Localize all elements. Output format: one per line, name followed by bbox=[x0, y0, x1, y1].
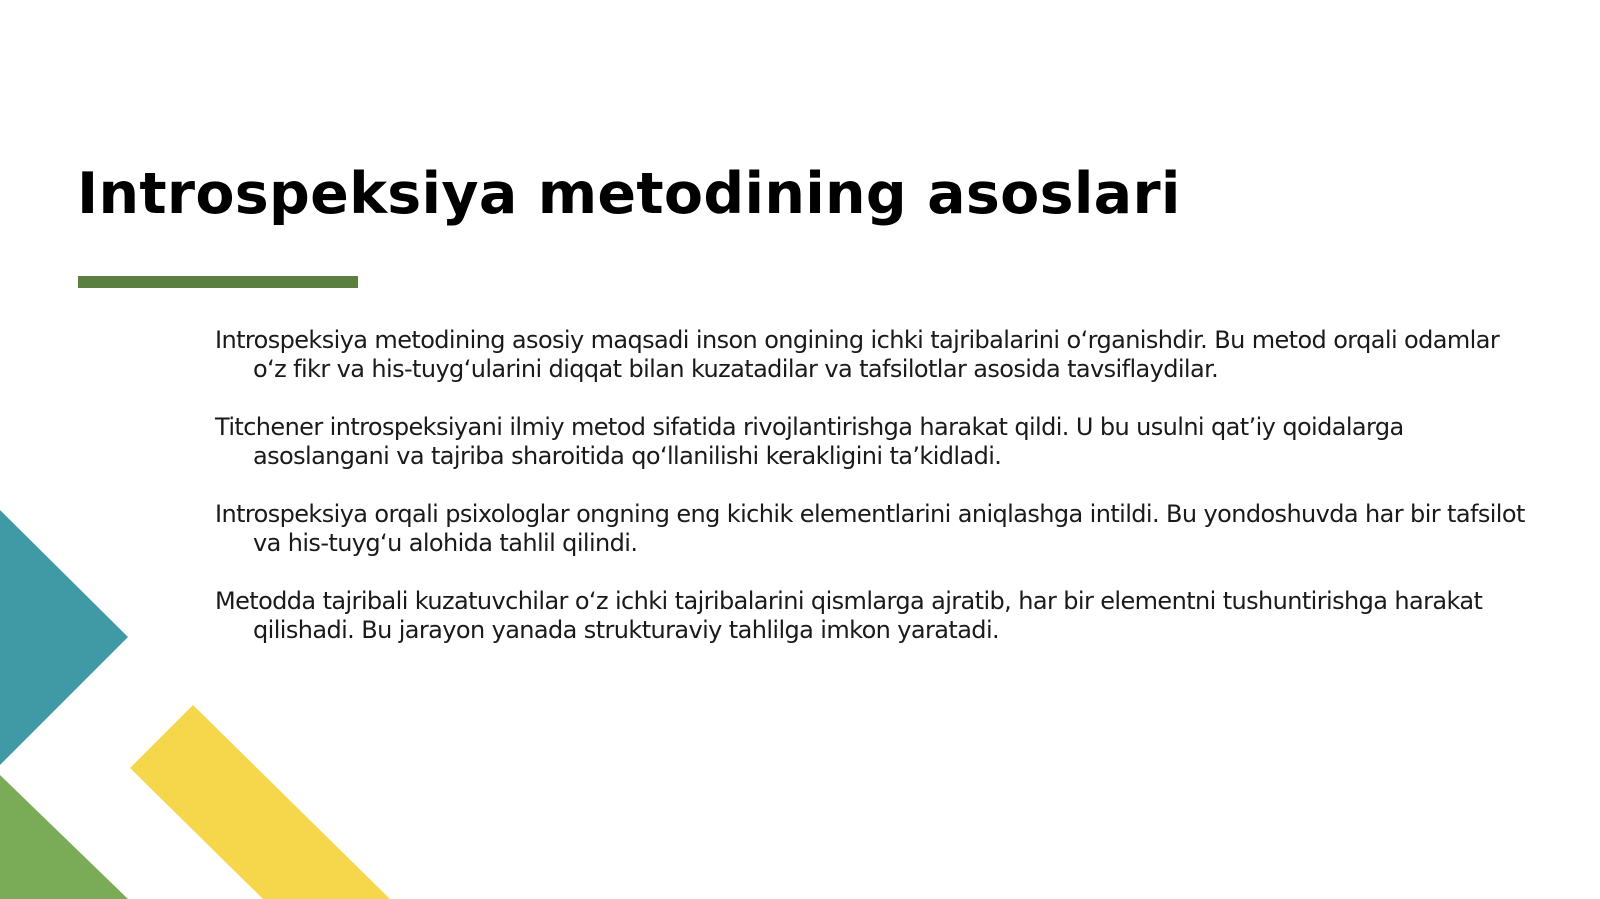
yellow-stripe-shape bbox=[130, 705, 390, 899]
bullet-item: Introspeksiya metodining asosiy maqsadi inson ongining ichki tajribalarini o‘rganishdir. Bu metod orqali odamlar o‘z fikr va his-tuyg‘ularini diqqat bilan kuzatadilar va tafsilotlar asosida tavsiflaydilar. bbox=[215, 326, 1500, 383]
green-triangle-shape bbox=[0, 775, 128, 899]
bullet-item: Titchener introspeksiyani ilmiy metod sifatida rivojlantirishga harakat qildi. U bu usulni qat’iy qoidalarga asoslangani va tajriba sharoitida qo‘llanilishi kerakligini ta’kidladi. bbox=[215, 413, 1404, 470]
bullet-item: Introspeksiya orqali psixologlar ongning eng kichik elementlarini aniqlashga intildi. Bu yondoshuvda har bir tafsilot va his-tuyg‘u alohida tahlil qilindi. bbox=[215, 500, 1525, 557]
bullet-item: Metodda tajribali kuzatuvchilar o‘z ichki tajribalarini qismlarga ajratib, har bir elementni tushuntirishga harakat qilishadi. Bu jarayon yanada strukturaviy tahlilga imkon yaratadi. bbox=[215, 587, 1483, 644]
teal-triangle-shape bbox=[0, 510, 128, 765]
title-underline bbox=[78, 276, 358, 288]
slide-title: Introspeksiya metodining asoslari bbox=[77, 161, 1181, 227]
bullet-list bbox=[215, 326, 1525, 674]
